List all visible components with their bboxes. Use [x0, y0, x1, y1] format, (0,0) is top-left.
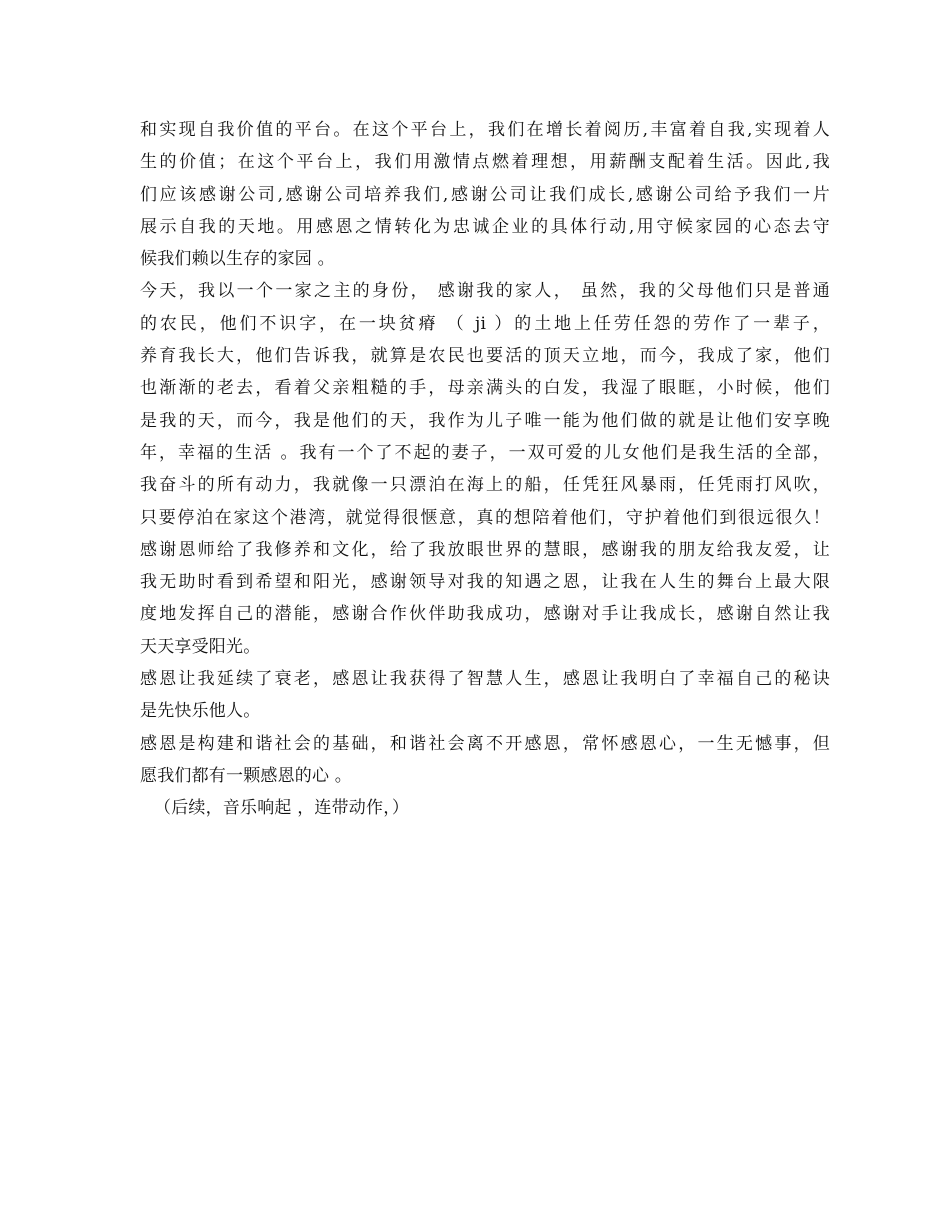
text-line: 我无助时看到希望和阳光，感谢领导对我的知遇之恩，让我在人生的舞台上最大限: [140, 572, 830, 593]
text-line: 年，幸福的生活 。我有一个了不起的妻子，一双可爱的儿女他们是我生活的全部，: [140, 442, 830, 463]
text-line: 候我们赖以生存的家园 。: [140, 249, 335, 270]
text-line: 生的价值；在这个平台上，我们用激情点燃着理想，用薪酬支配着生活。因此,我: [140, 152, 830, 173]
text-line: 我奋斗的所有动力，我就像一只漂泊在海上的船，任凭狂风暴雨，任凭雨打风吹，: [140, 475, 830, 496]
stage-direction-line: （后续，音乐响起 ，连带动作，）: [154, 798, 410, 819]
body-text: [140, 114, 830, 825]
text-line: 养育我长大，他们告诉我，就算是农民也要活的顶天立地，而今，我成了家，他们: [140, 346, 830, 367]
text-line: 天天享受阳光。: [140, 636, 261, 657]
text-line: 的农民，他们不识字，在一块贫瘠 （ ji ）的土地上任劳任怨的劳作了一辈子，: [140, 313, 830, 334]
text-line: 和实现自我价值的平台。在这个平台上，我们在增长着阅历,丰富着自我,实现着人: [140, 120, 830, 140]
text-line: 是我的天，而今，我是他们的天，我作为儿子唯一能为他们做的就是让他们安享晚: [140, 410, 830, 431]
text-line: 们应该感谢公司,感谢公司培养我们,感谢公司让我们成长,感谢公司给予我们一片: [140, 184, 830, 205]
text-line: 感恩让我延续了衰老，感恩让我获得了智慧人生，感恩让我明白了幸福自己的秘诀: [140, 669, 830, 690]
text-line: 也渐渐的老去，看着父亲粗糙的手，母亲满头的白发，我湿了眼眶，小时候，他们: [140, 378, 830, 399]
text-line: 只要停泊在家这个港湾，就觉得很惬意，真的想陪着他们，守护着他们到很远很久！: [140, 507, 830, 528]
text-line: 今天，我以一个一家之主的身份， 感谢我的家人， 虽然，我的父母他们只是普通: [140, 281, 830, 302]
text-line: 是先快乐他人。: [140, 701, 261, 722]
text-line: 度地发挥自己的潜能，感谢合作伙伴助我成功，感谢对手让我成长，感谢自然让我: [140, 604, 830, 625]
text-line: 展示自我的天地。用感恩之情转化为忠诚企业的具体行动,用守候家园的心态去守: [140, 216, 830, 237]
text-line: 愿我们都有一颗感恩的心 。: [140, 765, 353, 786]
text-line: 感谢恩师给了我修养和文化，给了我放眼世界的慧眼，感谢我的朋友给我友爱，让: [140, 539, 830, 560]
text-line: 感恩是构建和谐社会的基础，和谐社会离不开感恩，常怀感恩心，一生无憾事，但: [140, 733, 830, 754]
